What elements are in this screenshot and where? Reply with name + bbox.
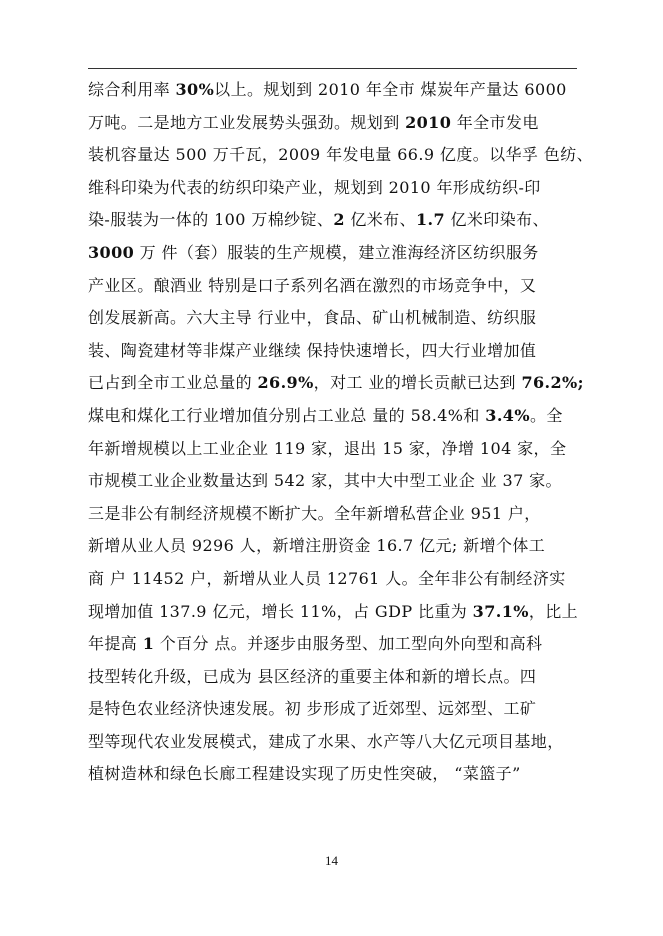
text-line-15: 新增从业人员 9296 人，新增注册资金 16.7 亿元; 新增个体工 xyxy=(88,536,546,556)
text-line-21: 型等现代农业发展模式，建成了水果、水产等八大亿元项目基地， xyxy=(88,731,564,751)
text-line-3: 装机容量达 500 万千瓦，2009 年发电量 66.9 亿度。以华孚 色纺、 xyxy=(88,145,593,165)
text-line-20: 是特色农业经济快速发展。初 步形成了近郊型、远郊型、工矿 xyxy=(88,699,537,719)
text-line-18: 年提高 1 个百分 点。并逐步由服务型、加工型向外向型和高科 xyxy=(88,634,543,654)
text-line-8: 创发展新高。六大主导 行业中，食品、矿山机械制造、纺织服 xyxy=(88,308,537,328)
text-line-13: 市规模工业企业数量达到 542 家，其中大中型工业企 业 37 家。 xyxy=(88,471,562,491)
text-line-5: 染-服装为一体的 100 万棉纱锭、2 亿米布、1.7 亿米印染布、 xyxy=(88,210,549,230)
header-rule xyxy=(88,68,577,69)
text-line-11: 煤电和煤化工行业增加值分别占工业总 量的 58.4%和 3.4%。全 xyxy=(88,405,563,425)
text-line-14: 三是非公有制经济规模不断扩大。全年新增私营企业 951 户， xyxy=(88,503,541,523)
text-line-7: 产业区。酿酒业 特别是口子系列名酒在激烈的市场竞争中，又 xyxy=(88,275,537,295)
page-number: 14 xyxy=(325,853,338,868)
text-line-10: 已占到全市工业总量的 26.9%，对工 业的增长贡献已达到 76.2%; xyxy=(88,373,584,393)
text-line-2: 万吨。二是地方工业发展势头强劲。规划到 2010 年全市发电 xyxy=(88,112,539,132)
text-line-12: 年新增规模以上工业企业 119 家，退出 15 家，净增 104 家，全 xyxy=(88,438,567,458)
text-line-1: 综合利用率 30%以上。规划到 2010 年全市 煤炭年产量达 6000 xyxy=(88,80,567,99)
page-body xyxy=(88,74,593,791)
text-line-19: 技型转化升级，已成为 县区经济的重要主体和新的增长点。四 xyxy=(88,666,537,686)
text-line-6: 3000 万 件（套）服装的生产规模，建立淮海经济区纺织服务 xyxy=(88,242,539,262)
text-line-17: 现增加值 137.9 亿元，增长 11%，占 GDP 比重为 37.1%，比上 xyxy=(88,601,579,621)
text-line-9: 装、陶瓷建材等非煤产业继续 保持快速增长，四大行业增加值 xyxy=(88,340,537,360)
text-line-4: 维科印染为代表的纺织印染产业，规划到 2010 年形成纺织-印 xyxy=(88,177,541,197)
text-line-22: 植树造林和绿色长廊工程建设实现了历史性突破， “菜篮子” xyxy=(88,764,521,784)
text-line-16: 商 户 11452 户，新增从业人员 12761 人。全年非公有制经济实 xyxy=(88,568,566,588)
